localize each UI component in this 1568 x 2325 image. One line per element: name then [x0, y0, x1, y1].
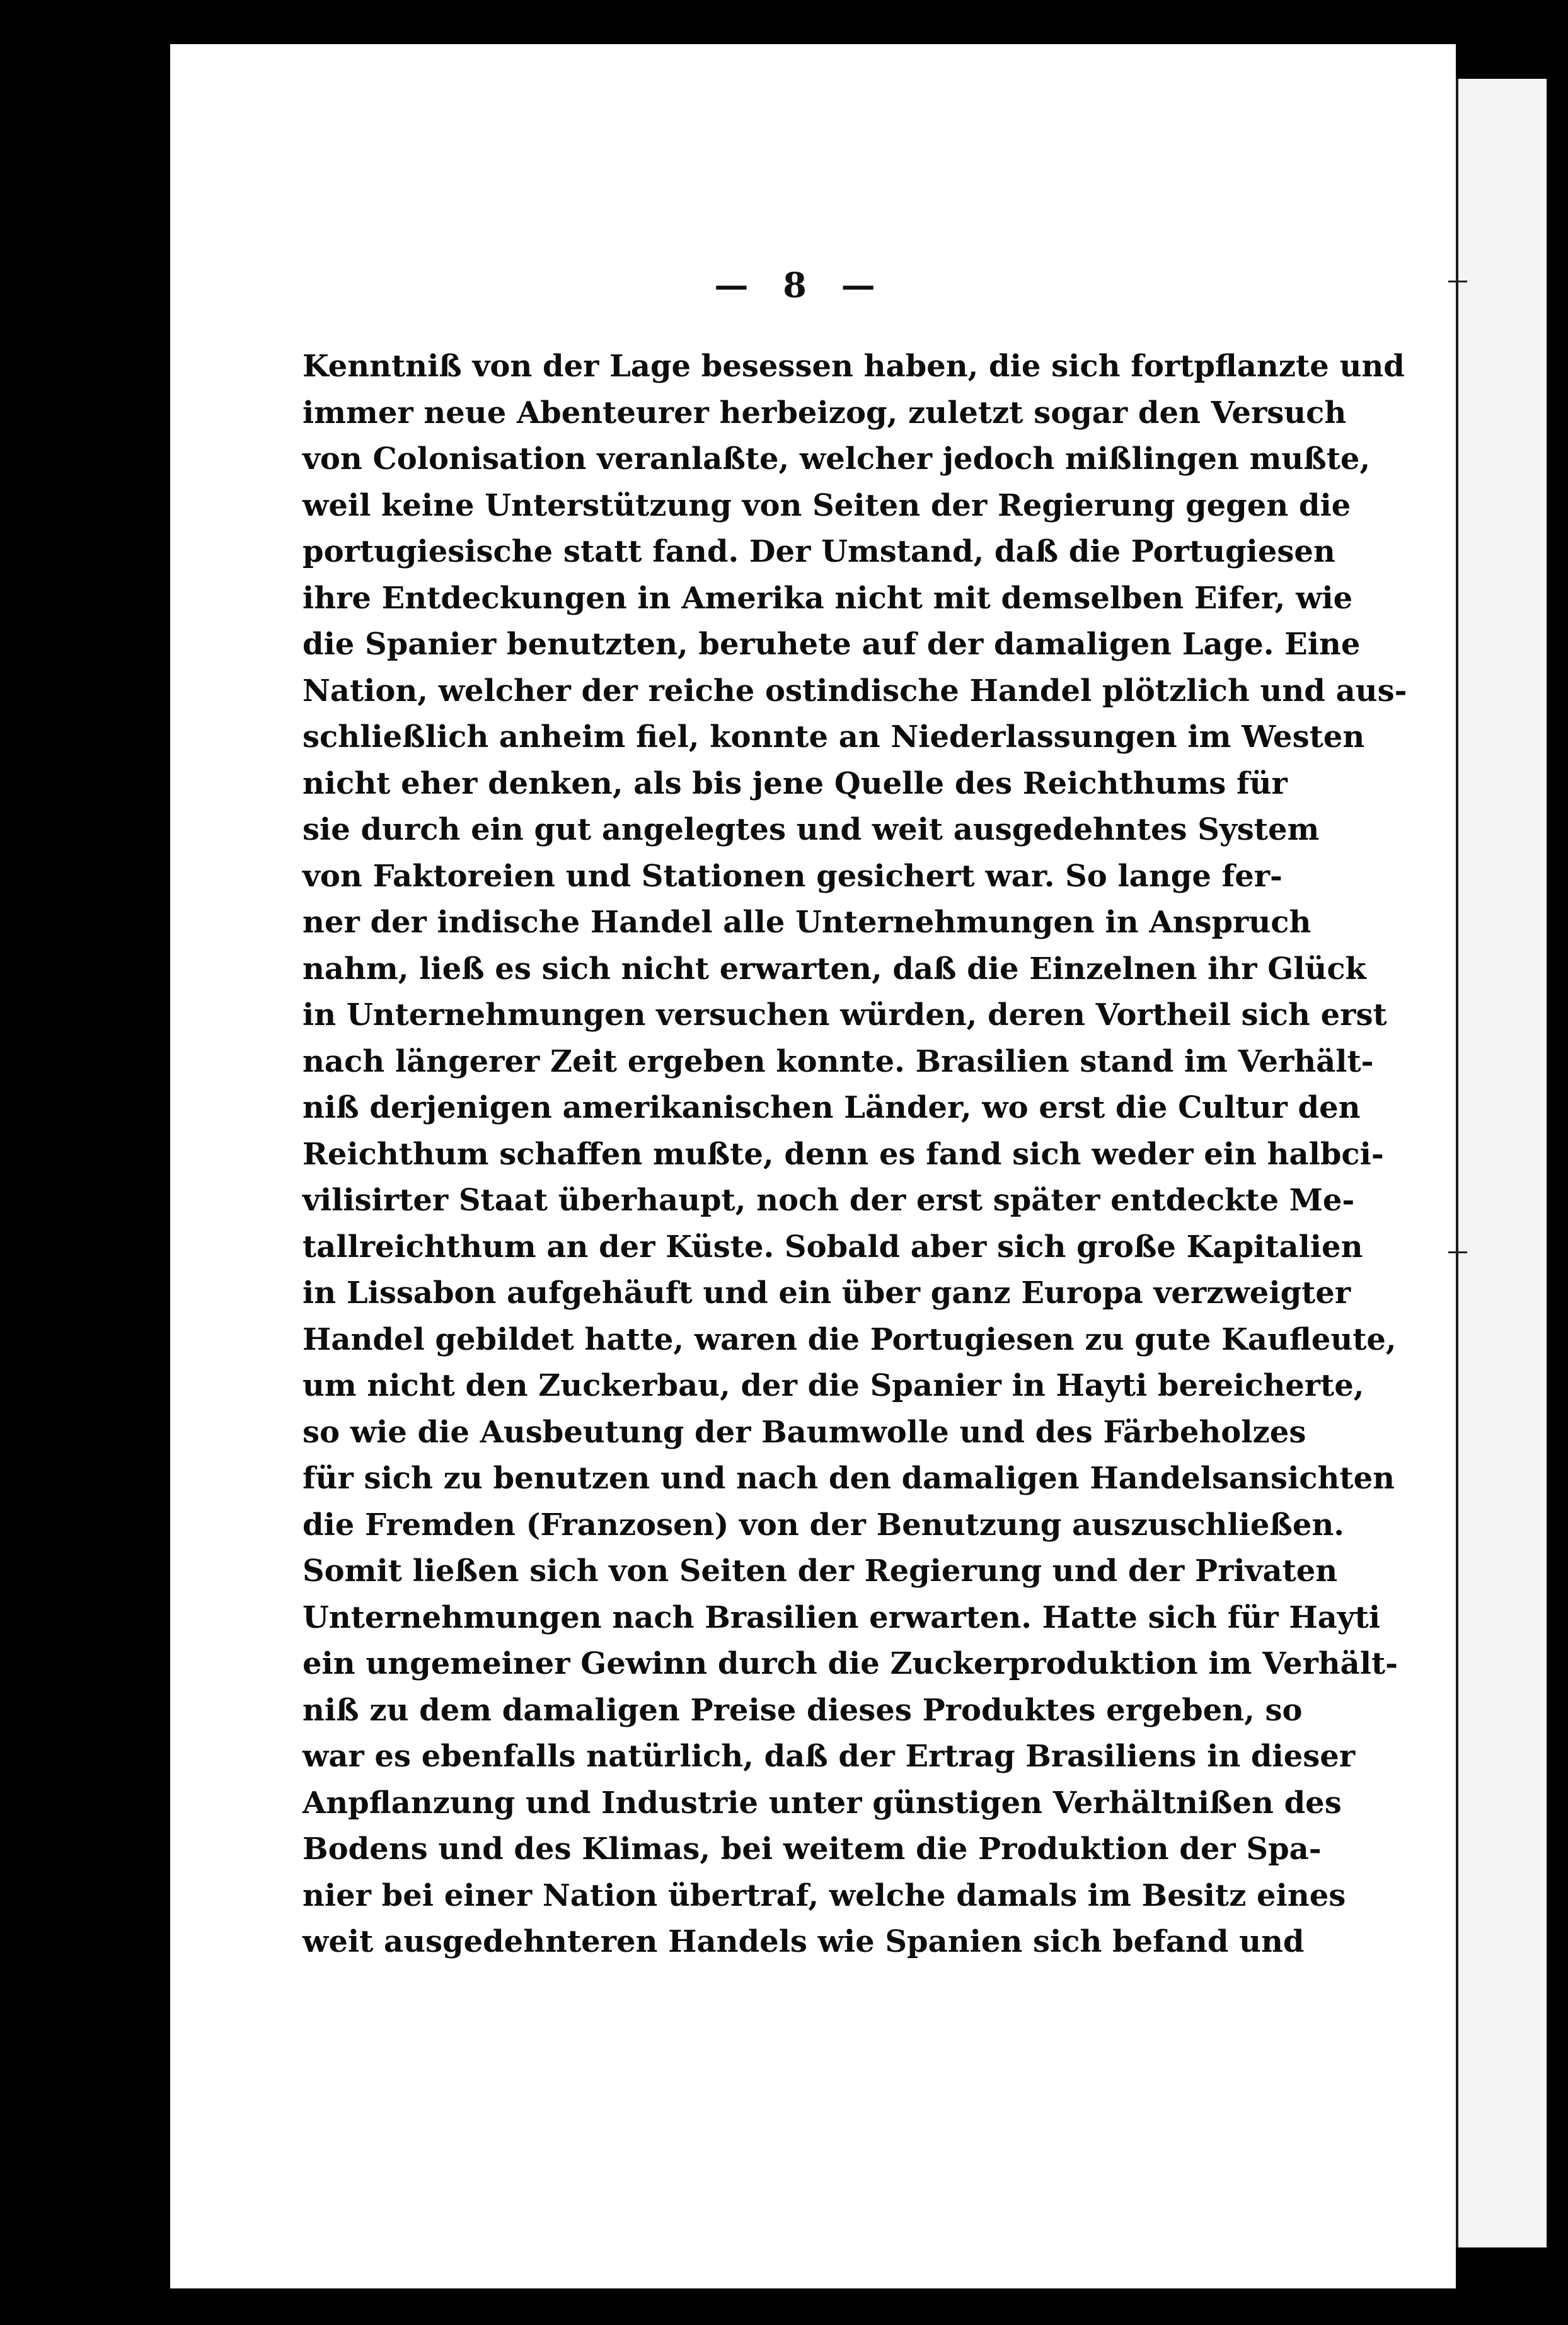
text-line: von Faktoreien und Stationen gesichert war. So lange fer-	[303, 858, 1283, 894]
adjacent-page-edge	[1456, 79, 1547, 2247]
margin-tick	[1448, 281, 1467, 282]
text-line: weil keine Unterstützung von Seiten der Regierung gegen die	[303, 487, 1351, 523]
page-number: — 8 —	[714, 265, 887, 305]
text-line: tallreichthum an der Küste. Sobald aber sich große Kapitalien	[303, 1229, 1363, 1265]
text-line: niß derjenigen amerikanischen Länder, wo erst die Cultur den	[303, 1090, 1361, 1125]
text-line: niß zu dem damaligen Preise dieses Produktes ergeben, so	[303, 1692, 1303, 1728]
text-line: war es ebenfalls natürlich, daß der Ertrag Brasiliens in dieser	[303, 1739, 1356, 1774]
text-line: in Lissabon aufgehäuft und ein über ganz Europa verzweigter	[303, 1275, 1351, 1311]
text-line: nier bei einer Nation übertraf, welche damals im Besitz eines	[303, 1877, 1346, 1913]
text-line: nach längerer Zeit ergeben konnte. Brasilien stand im Verhält-	[303, 1043, 1374, 1079]
text-line: so wie die Ausbeutung der Baumwolle und des Färbeholzes	[303, 1414, 1306, 1450]
text-line: immer neue Abenteurer herbeizog, zuletzt sogar den Versuch	[303, 395, 1347, 431]
text-line: vilisirter Staat überhaupt, noch der erst später entdeckte Me-	[303, 1183, 1355, 1218]
text-line: um nicht den Zuckerbau, der die Spanier in Hayti bereicherte,	[303, 1368, 1364, 1403]
text-line: von Colonisation veranlaßte, welcher jedoch mißlingen mußte,	[303, 441, 1371, 477]
text-line: portugiesische statt fand. Der Umstand, daß die Portugiesen	[303, 534, 1335, 569]
text-line: ein ungemeiner Gewinn durch die Zuckerproduktion im Verhält-	[303, 1646, 1398, 1681]
text-line: sie durch ein gut angelegtes und weit ausgedehntes System	[303, 812, 1320, 847]
text-line: ihre Entdeckungen in Amerika nicht mit demselben Eifer, wie	[303, 580, 1353, 616]
text-line: ner der indische Handel alle Unternehmungen in Anspruch	[303, 905, 1311, 940]
margin-tick	[1448, 1251, 1467, 1253]
text-line: Kenntniß von der Lage besessen haben, die sich fortpflanzte und	[303, 349, 1405, 384]
text-line: nicht eher denken, als bis jene Quelle des Reichthums für	[303, 765, 1288, 801]
text-line: in Unternehmungen versuchen würden, deren Vortheil sich erst	[303, 997, 1387, 1033]
text-line: Unternehmungen nach Brasilien erwarten. Hatte sich für Hayti	[303, 1599, 1381, 1635]
text-line: die Fremden (Franzosen) von der Benutzung auszuschließen.	[303, 1507, 1344, 1543]
body-text	[303, 344, 1407, 1966]
text-line: schließlich anheim fiel, konnte an Niederlassungen im Westen	[303, 719, 1365, 755]
text-line: Bodens und des Klimas, bei weitem die Produktion der Spa-	[303, 1831, 1322, 1867]
text-line: die Spanier benutzten, beruhete auf der damaligen Lage. Eine	[303, 627, 1361, 662]
text-line: für sich zu benutzen und nach den damaligen Handelsansichten	[303, 1461, 1395, 1496]
text-line: Handel gebildet hatte, waren die Portugiesen zu gute Kaufleute,	[303, 1321, 1397, 1357]
text-line: Somit ließen sich von Seiten der Regierung und der Privaten	[303, 1553, 1338, 1589]
text-line: Reichthum schaffen mußte, denn es fand sich weder ein halbci-	[303, 1136, 1384, 1172]
text-line: Nation, welcher der reiche ostindische Handel plötzlich und aus-	[303, 673, 1407, 709]
text-line: weit ausgedehnteren Handels wie Spanien sich befand und	[303, 1924, 1305, 1959]
text-line: nahm, ließ es sich nicht erwarten, daß die Einzelnen ihr Glück	[303, 951, 1366, 987]
text-line: Anpflanzung und Industrie unter günstigen Verhältnißen des	[303, 1785, 1342, 1821]
